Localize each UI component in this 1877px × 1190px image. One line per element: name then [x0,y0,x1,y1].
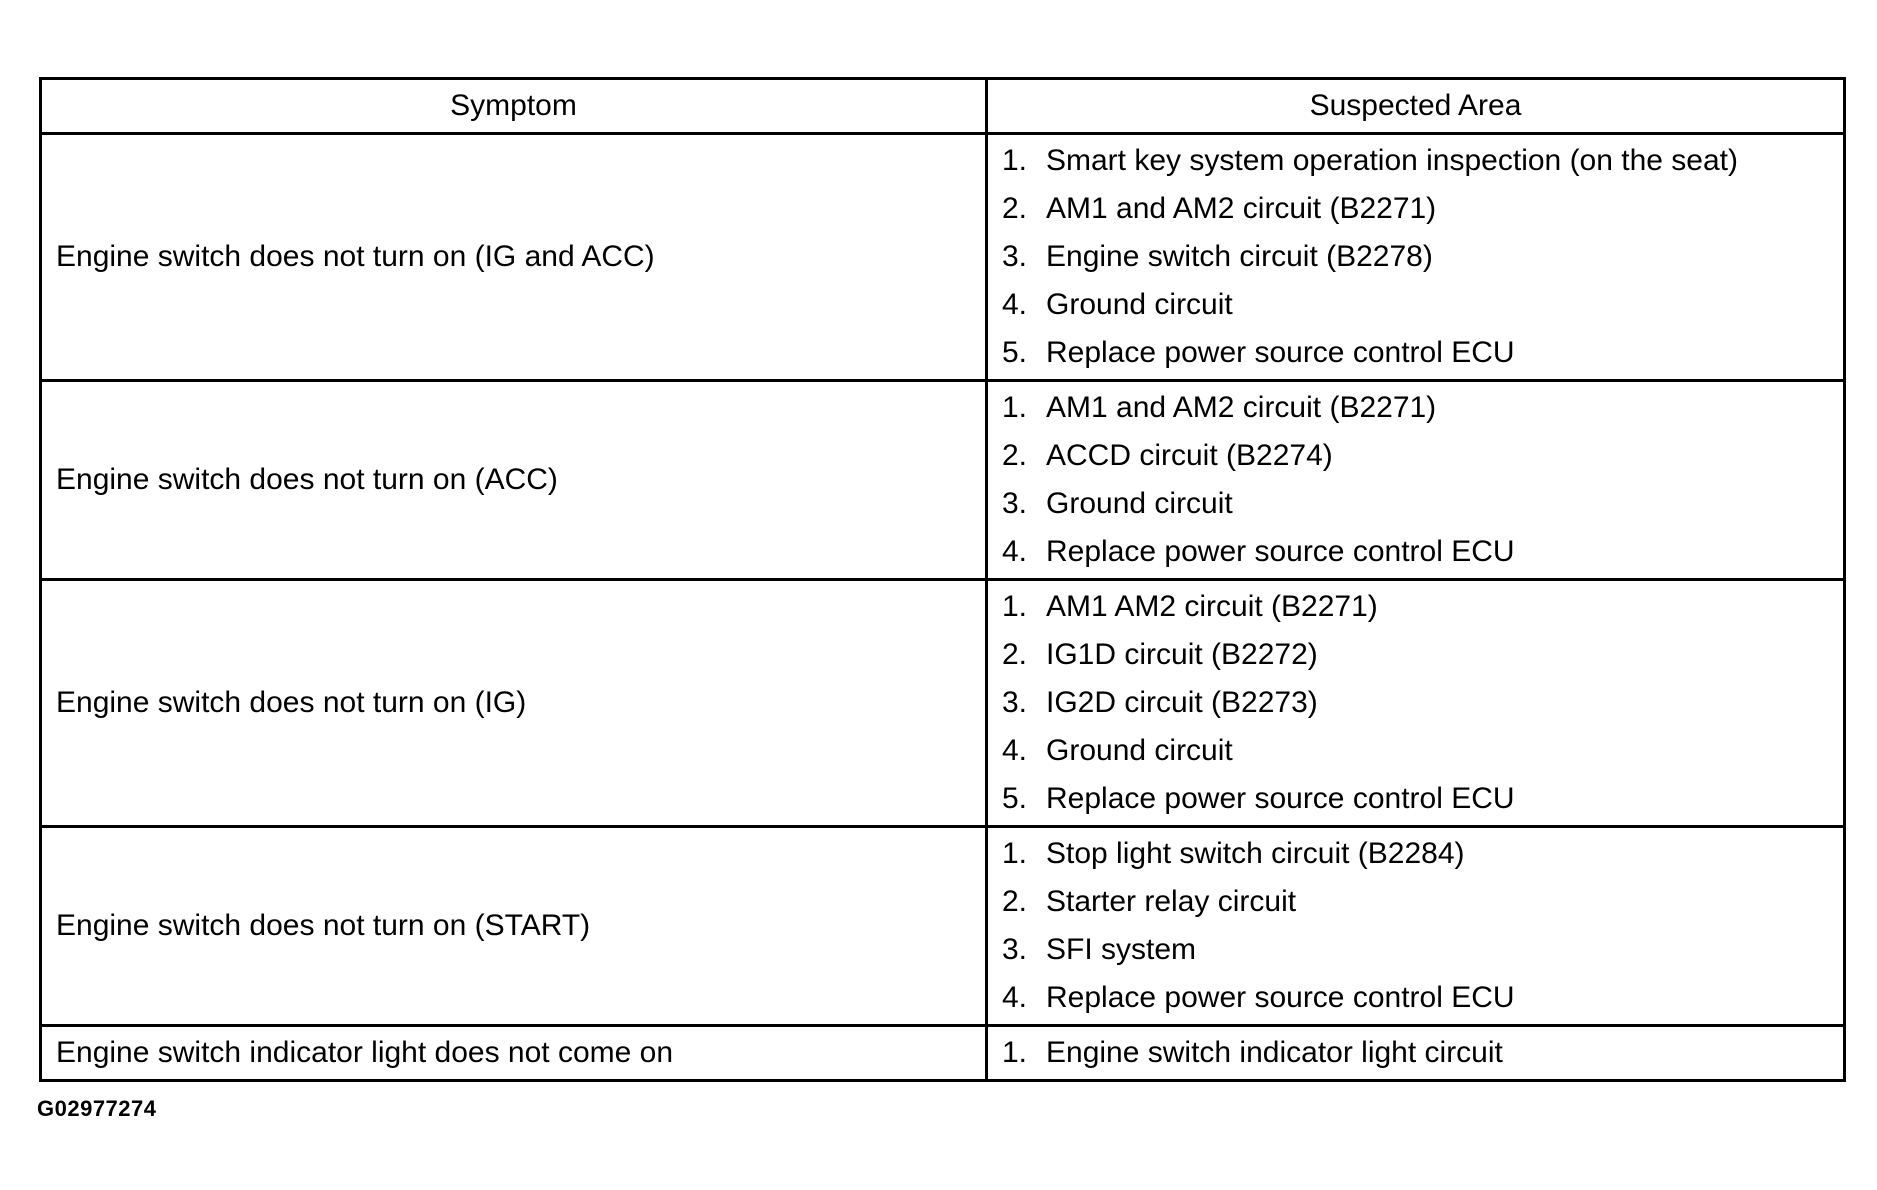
suspected-area-list [1002,382,1835,578]
suspected-area-cell [987,381,1845,580]
header-row [41,79,1845,134]
item-text: Starter relay circuit [1046,885,1297,918]
symptom-cell: Engine switch does not turn on (ACC) [41,381,987,580]
item-number: 4. [1002,981,1028,1014]
suspected-area-cell [987,1026,1845,1081]
header-suspected-area: Suspected Area [987,79,1845,134]
item-text: Engine switch indicator light circuit [1046,1036,1503,1069]
list-item [1002,679,1835,727]
list-item [1002,583,1835,631]
item-number: 3. [1002,686,1028,719]
list-item [1002,775,1835,823]
list-item [1002,974,1835,1022]
symptom-cell: Engine switch indicator light does not come on [41,1026,987,1081]
suspected-area-list [1002,828,1835,1024]
item-text: AM1 and AM2 circuit (B2271) [1046,391,1437,424]
item-text: Replace power source control ECU [1046,535,1515,568]
item-number: 3. [1002,240,1028,273]
item-text: IG1D circuit (B2272) [1046,638,1318,671]
item-text: SFI system [1046,933,1197,966]
list-item [1002,329,1835,377]
suspected-area-list [1002,1027,1835,1079]
list-item [1002,480,1835,528]
item-number: 1. [1002,391,1028,424]
list-item [1002,233,1835,281]
item-text: IG2D circuit (B2273) [1046,686,1318,719]
suspected-area-cell [987,827,1845,1026]
item-number: 3. [1002,933,1028,966]
suspected-area-list [1002,581,1835,825]
figure-id: G02977274 [37,1096,157,1121]
symptom-cell: Engine switch does not turn on (IG and ACC) [41,134,987,381]
item-number: 3. [1002,487,1028,520]
item-number: 2. [1002,192,1028,225]
list-item [1002,727,1835,775]
item-text: Smart key system operation inspection (on the seat) [1046,144,1738,177]
item-number: 4. [1002,535,1028,568]
list-item [1002,926,1835,974]
item-number: 4. [1002,288,1028,321]
list-item [1002,432,1835,480]
list-item [1002,185,1835,233]
item-number: 5. [1002,336,1028,369]
symptom-table [39,77,1846,1082]
suspected-area-list [1002,135,1835,379]
list-item [1002,830,1835,878]
suspected-area-cell [987,134,1845,381]
item-text: Ground circuit [1046,288,1233,321]
item-text: Engine switch circuit (B2278) [1046,240,1433,273]
item-text: Stop light switch circuit (B2284) [1046,837,1465,870]
item-text: Ground circuit [1046,487,1233,520]
item-number: 1. [1002,144,1028,177]
list-item [1002,281,1835,329]
list-item [1002,631,1835,679]
list-item [1002,528,1835,576]
list-item [1002,384,1835,432]
table-row [41,580,1845,827]
item-text: Replace power source control ECU [1046,981,1515,1014]
item-text: ACCD circuit (B2274) [1046,439,1333,472]
list-item [1002,878,1835,926]
item-text: AM1 and AM2 circuit (B2271) [1046,192,1437,225]
item-text: AM1 AM2 circuit (B2271) [1046,590,1378,623]
item-number: 2. [1002,439,1028,472]
list-item [1002,1029,1835,1077]
item-text: Replace power source control ECU [1046,336,1515,369]
table-row [41,1026,1845,1081]
item-number: 4. [1002,734,1028,767]
symptom-cell: Engine switch does not turn on (START) [41,827,987,1026]
list-item [1002,137,1835,185]
item-text: Replace power source control ECU [1046,782,1515,815]
table-row [41,134,1845,381]
table-row [41,827,1845,1026]
header-symptom: Symptom [41,79,987,134]
table-row [41,381,1845,580]
item-number: 2. [1002,638,1028,671]
item-number: 5. [1002,782,1028,815]
item-number: 2. [1002,885,1028,918]
suspected-area-cell [987,580,1845,827]
item-number: 1. [1002,1036,1028,1069]
item-text: Ground circuit [1046,734,1233,767]
item-number: 1. [1002,837,1028,870]
item-number: 1. [1002,590,1028,623]
symptom-cell: Engine switch does not turn on (IG) [41,580,987,827]
